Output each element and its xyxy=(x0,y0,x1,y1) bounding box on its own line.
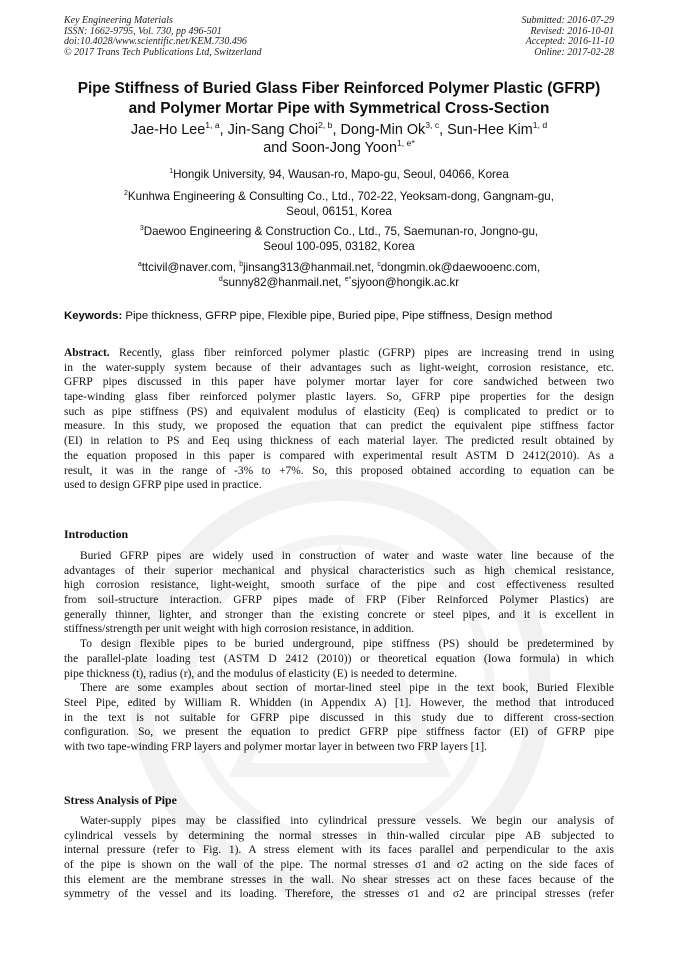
text-line: To design flexible pipes to be buried underground, pipe stiffness (PS) should be predetermined by xyxy=(80,638,614,651)
issn: ISSN: 1662-9795, Vol. 730, pp 496-501 xyxy=(64,25,222,37)
abstract xyxy=(64,346,614,493)
text-line: result, it was in the range of -3% to +7%. So, this proposed obtained according to equation can be xyxy=(64,464,614,477)
affiliation-3: $^3$Daewoo Engineering & Construction Co., Ltd., 75, Saemunan-ro, Jongno-gu, Seoul 100-095, 03182, Korea xyxy=(139,225,539,253)
author-sup: 3, c xyxy=(425,120,440,131)
author-sup: 1, d xyxy=(532,120,548,131)
text-line: such as pipe stiffness (PS) and equivalent modulus of elasticity (Eeq) is complicated to predict or to xyxy=(64,405,614,418)
text-line: of the pipe is shown on the wall of the pipe. The normal stresses σ1 and σ2 acting on the side faces of xyxy=(64,859,614,872)
title-line: and Polymer Mortar Pipe with Symmetrical Cross-Section xyxy=(128,100,550,117)
text-line: stiffness/strength per unit weight with high corrosion resistance, in addition. xyxy=(64,623,415,636)
submitted-date: Submitted: 2016-07-29 xyxy=(521,15,614,26)
text-line: GFRP pipes discussed in this paper have polymer mortar layer for core sandwiched between two xyxy=(64,376,614,389)
introduction-body xyxy=(64,549,614,755)
revised-date: Revised: 2016-10-01 xyxy=(530,25,614,37)
text-line: the parallel-plate loading test (ASTM D 2412 (2010)) or theoretical equation (Iowa formula) in which xyxy=(64,652,614,665)
text-line: tape-winding glass fiber reinforced polymer plastic layers. So, GFRP pipe properties for the design xyxy=(64,391,614,404)
journal-info xyxy=(64,16,262,58)
text-line: with two tape-winding FRP layers and polymer mortar layer in between two FRP layers [1]. xyxy=(64,740,487,753)
email-link[interactable]: dongmin.ok@daewooenc.com xyxy=(380,261,537,274)
email-link[interactable]: sunny82@hanmail.net xyxy=(222,276,339,289)
author-list: Jae-Ho Lee$^{1, a}$, Jin-Sang Choi$^{2, b}$, Dong-Min Ok$^{3, c}$, Sun-Hee Kim$^{1, d}$ and Soon-Jong Yoon$^{1, e*}$ xyxy=(130,120,548,156)
text-line: internal pressure (refer to Fig. 1). A stress element with its faces parallel and perpendicular to the axis xyxy=(64,844,614,857)
email-link[interactable]: ttcivil@naver.com xyxy=(141,261,233,274)
author-name: Soon-Jong Yoon xyxy=(291,140,397,156)
author-sup: 2, b xyxy=(318,120,333,131)
stress-analysis-body xyxy=(64,814,614,902)
journal-name: Key Engineering Materials xyxy=(64,15,173,26)
paper-title xyxy=(50,79,628,119)
email-link[interactable]: jinsang313@hanmail.net xyxy=(243,261,371,274)
text-line: high corrosion resistance, light-weight, smooth surface of the pipe and cost effectiveness resulted xyxy=(64,579,614,592)
text-line: advantages of their superior mechanical and physical characteristics such as high chemical resistance, xyxy=(64,564,614,577)
section-heading-stress-analysis: Stress Analysis of Pipe xyxy=(64,793,177,807)
author-name: Sun-Hee Kim xyxy=(447,122,533,138)
affiliation-2: $^2$Kunhwa Engineering & Consulting Co., Ltd., 702-22, Yeoksam-dong, Gangnam-gu, Seoul, 06151, Korea xyxy=(124,190,554,218)
text-line: in the water-supply system because of their advantages such as light-weight, corrosion resistance, etc. xyxy=(64,361,614,374)
author-name: Dong-Min Ok xyxy=(340,122,426,138)
text-line: from soil-structure interaction. GFRP pipes made of FRP (Fiber Reinforced Polymer Plastics) are xyxy=(64,594,614,607)
text-line: Abstract. Recently, glass fiber reinforced polymer plastic (GFRP) pipes are increasing trend in using xyxy=(64,347,614,359)
text-line: There are some examples about section of mortar-lined steel pipe in the text book, Buried Flexible xyxy=(80,682,614,695)
text-line: used to design GFRP pipe used in practice. xyxy=(64,479,262,492)
accepted-date: Accepted: 2016-11-10 xyxy=(525,36,614,47)
text-line: the equation proposed in this paper is compared with experimental result ASTM D 2412(2010). As a xyxy=(64,449,614,462)
abstract-label: Abstract. xyxy=(64,347,120,359)
email-link[interactable]: sjyoon@hongik.ac.kr xyxy=(351,276,460,289)
keywords xyxy=(64,310,552,322)
text-line: configuration. So, we present the equation to predict GFRP pipe stiffness factor (EI) of GFRP pipe xyxy=(64,726,614,739)
keywords-label: Keywords: xyxy=(64,310,123,322)
text-line: Steel Pipe, edited by William R. Whidden (in Appendix A) [1]. However, the method that introduced xyxy=(64,696,614,709)
text-line: symmetry of the vessel and its loading. Therefore, the stresses σ1 and σ2 are principal stresses (refer xyxy=(64,888,614,901)
author-sup: 1, a xyxy=(205,120,220,131)
text-line: Buried GFRP pipes are widely used in construction of water and waste water line because of the xyxy=(80,550,614,562)
text-line: generally thinner, lighter, and stronger than the existing concrete or steel pipes, and it is excellent in xyxy=(64,608,614,621)
text-line: measure. In this study, we proposed the equation that can predict the equivalent pipe stiffness factor xyxy=(64,420,614,433)
section-heading-introduction: Introduction xyxy=(64,527,129,541)
text-line: pipe thickness (t), radius (r), and the modulus of elasticity (E) is needed to determine. xyxy=(64,667,458,680)
author-sup: 1, e* xyxy=(396,138,415,149)
keywords-text: Pipe thickness, GFRP pipe, Flexible pipe, Buried pipe, Pipe stiffness, Design method xyxy=(125,310,553,322)
author-emails: $^a$ttcivil@naver.com, $^b$jinsang313@hanmail.net, $^c$dongmin.ok@daewooenc.com, $^d$sunny82@hanmail.net, $^{e*}$sjyoon@hongik.ac.kr xyxy=(137,261,541,289)
text-line: (EI) in relation to PS and Eeq using thickness of each material layer. The predicted result obtained by xyxy=(64,435,614,448)
author-name: Jin-Sang Choi xyxy=(227,122,319,138)
text-line: Water-supply pipes may be classified into cylindrical pressure vessels. We begin our analysis of xyxy=(80,815,614,827)
online-date: Online: 2017-02-28 xyxy=(534,46,614,58)
dates-info xyxy=(522,16,615,58)
text-line: this element are the membrane stresses in the wall. No shear stresses act on these faces because of the xyxy=(64,873,614,886)
affiliation-1: $^1$Hongik University, 94, Wausan-ro, Mapo-gu, Seoul, 04066, Korea xyxy=(169,168,509,181)
doi: doi:10.4028/www.scientific.net/KEM.730.496 xyxy=(64,36,247,47)
text-line: in the text is not suitable for GFRP pipe discussed in this study due to different cross-section xyxy=(64,711,614,724)
author-name: Jae-Ho Lee xyxy=(130,122,206,138)
text-line: cylindrical vessels by determining the normal stresses in thin-walled circular pipe AB subjected to xyxy=(64,829,614,842)
title-line: Pipe Stiffness of Buried Glass Fiber Reinforced Polymer Plastic (GFRP) xyxy=(77,80,601,97)
copyright: © 2017 Trans Tech Publications Ltd, Switzerland xyxy=(64,46,262,58)
